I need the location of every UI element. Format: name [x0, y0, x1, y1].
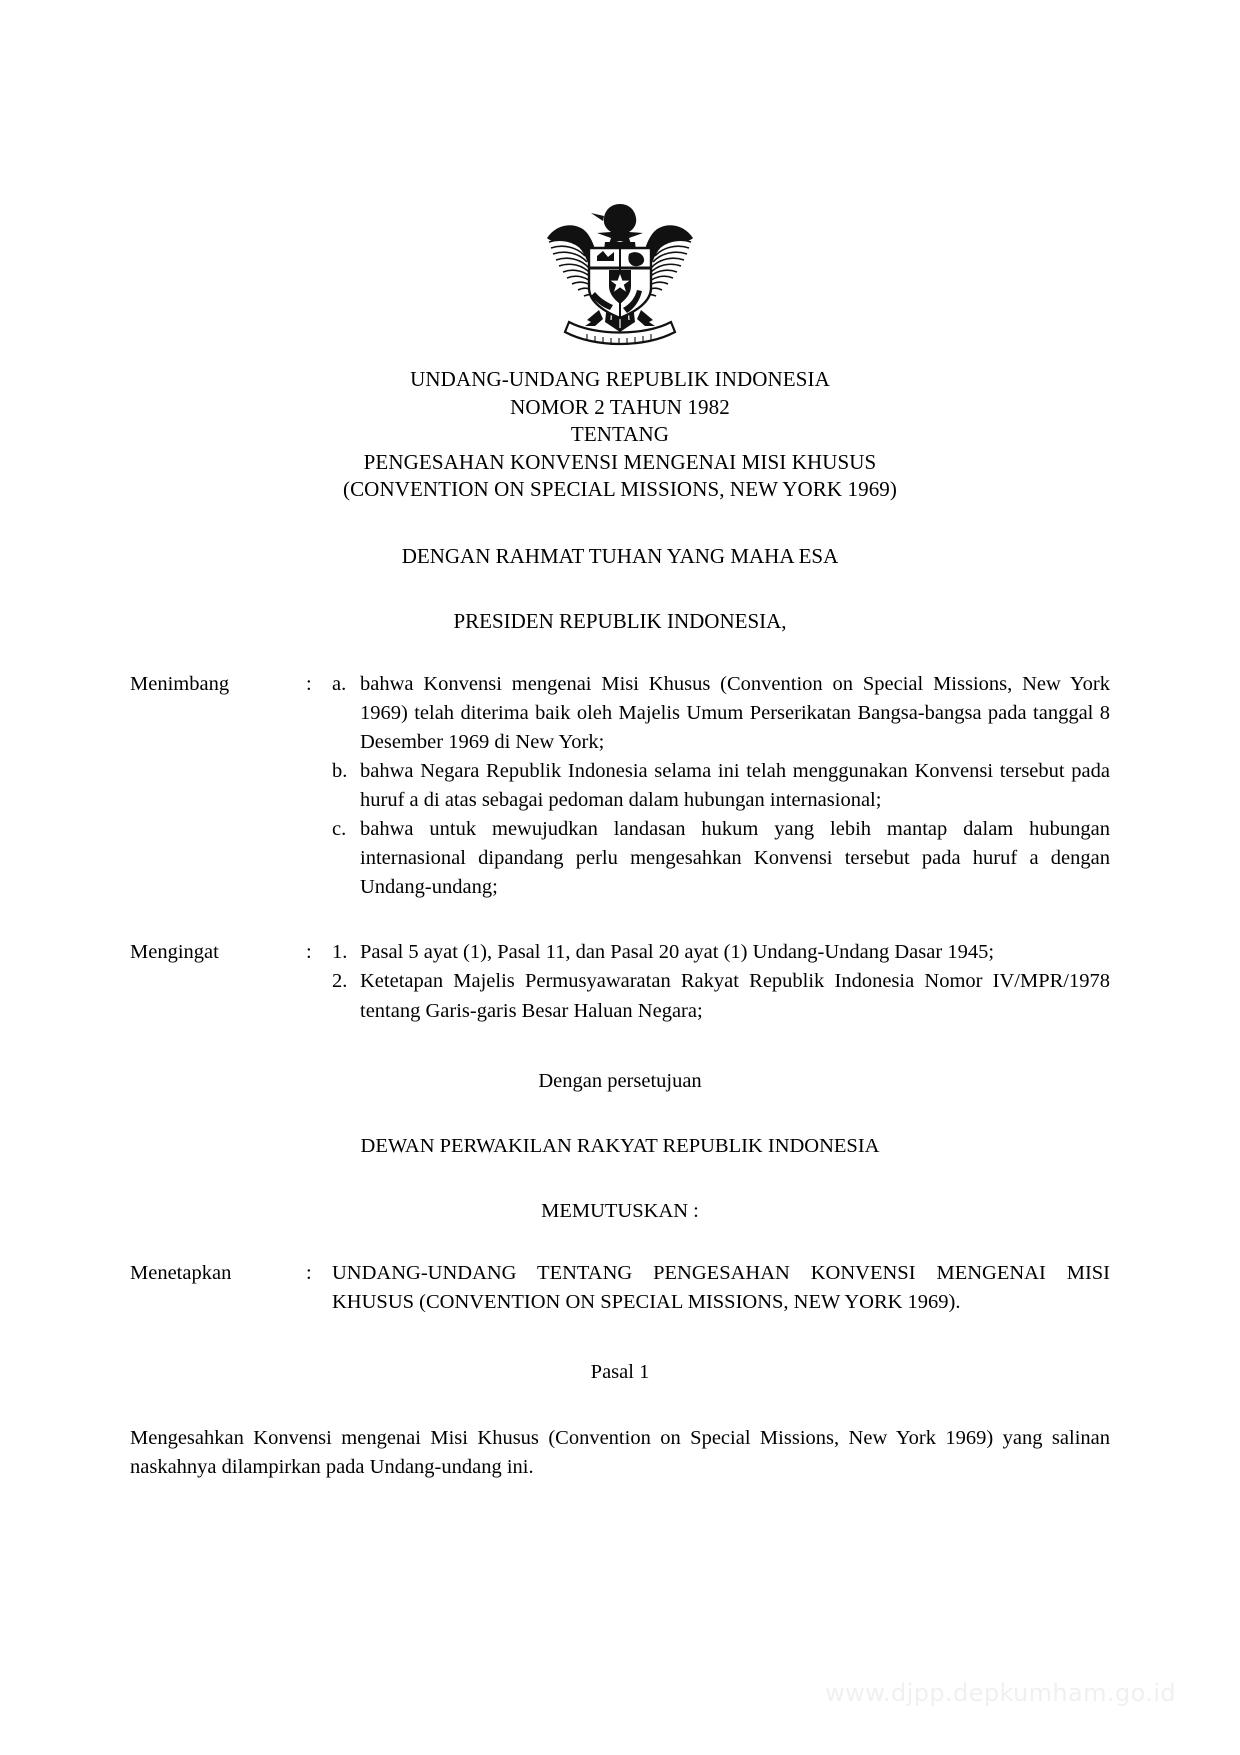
considering-text-a: bahwa Konvensi mengenai Misi Khusus (Convention on Special Missions, New York 1969) telah diterima baik oleh Majelis Umum Perserikatan Bangsa-bangsa pada tanggal 8 Desember 1969 di New York; [360, 672, 1110, 753]
considering-text-b: bahwa Negara Republik Indonesia selama ini telah menggunakan Konvensi tersebut pada huruf a di atas sebagai pedoman dalam hubungan internasional; [360, 759, 1110, 811]
considering-colon: : [306, 672, 312, 695]
title-line-subject: PENGESAHAN KONVENSI MENGENAI MISI KHUSUS [363, 449, 877, 474]
issuer-line: PRESIDEN REPUBLIK INDONESIA, [453, 608, 787, 633]
title-line-tentang: TENTANG [570, 422, 670, 446]
remembering-items [332, 938, 1110, 1025]
invocation-line: DENGAN RAHMAT TUHAN YANG MAHA ESA [401, 543, 839, 568]
article-body: Mengesahkan Konvensi mengenai Misi Khusus (Convention on Special Missions, New York 1969) yang salinan naskahnya dilampirkan pada Undang-undang ini. [130, 1426, 1110, 1479]
considering-marker-c: c. [332, 818, 347, 841]
document-title [0, 366, 1240, 504]
garuda-pancasila-emblem [525, 186, 715, 356]
with-approval-line: Dengan persetujuan [538, 1069, 702, 1092]
stipulating-colon: : [306, 1261, 312, 1284]
list-item [332, 815, 1110, 902]
remembering-colon: : [306, 941, 312, 964]
watermark: www.djpp.depkumham.go.id [825, 1679, 1176, 1707]
remembering-label: Mengingat [130, 941, 219, 964]
remembering-text-2: Ketetapan Majelis Permusyawaratan Rakyat Republik Indonesia Nomor IV/MPR/1978 tentang Garis-garis Besar Haluan Negara; [360, 970, 1110, 1022]
article-heading: Pasal 1 [590, 1360, 650, 1383]
remembering-marker-2: 2. [332, 970, 348, 993]
considering-items [332, 670, 1110, 903]
list-item [332, 967, 1110, 1025]
title-line-number: NOMOR 2 TAHUN 1982 [510, 394, 730, 419]
considering-label: Menimbang [130, 672, 230, 695]
considering-marker-b: b. [332, 759, 348, 782]
list-item [332, 670, 1110, 757]
list-item [332, 938, 1110, 967]
emblem-container [0, 0, 1240, 356]
stipulating-text: UNDANG-UNDANG TENTANG PENGESAHAN KONVENSI MENGENAI MISI KHUSUS (CONVENTION ON SPECIAL MISSIONS, NEW YORK 1969). [332, 1261, 1110, 1313]
considering-clause [0, 670, 1240, 903]
assembly-line: DEWAN PERWAKILAN RAKYAT REPUBLIK INDONESIA [360, 1134, 880, 1157]
considering-marker-a: a. [332, 672, 347, 695]
stipulating-clause [0, 1259, 1240, 1317]
remembering-text-1: Pasal 5 ayat (1), Pasal 11, dan Pasal 20 ayat (1) Undang-Undang Dasar 1945; [360, 941, 995, 964]
title-line-subject-english: (CONVENTION ON SPECIAL MISSIONS, NEW YORK 1969) [342, 477, 897, 501]
decides-line: MEMUTUSKAN : [541, 1199, 699, 1222]
considering-text-c: bahwa untuk mewujudkan landasan hukum yang lebih mantap dalam hubungan internasional dipandang perlu mengesahkan Konvensi tersebut pada huruf a dengan Undang-undang; [360, 818, 1110, 899]
remembering-marker-1: 1. [332, 941, 348, 964]
list-item [332, 757, 1110, 815]
remembering-clause [0, 938, 1240, 1025]
stipulating-label: Menetapkan [130, 1261, 232, 1284]
title-line-1: UNDANG-UNDANG REPUBLIK INDONESIA [410, 367, 830, 391]
